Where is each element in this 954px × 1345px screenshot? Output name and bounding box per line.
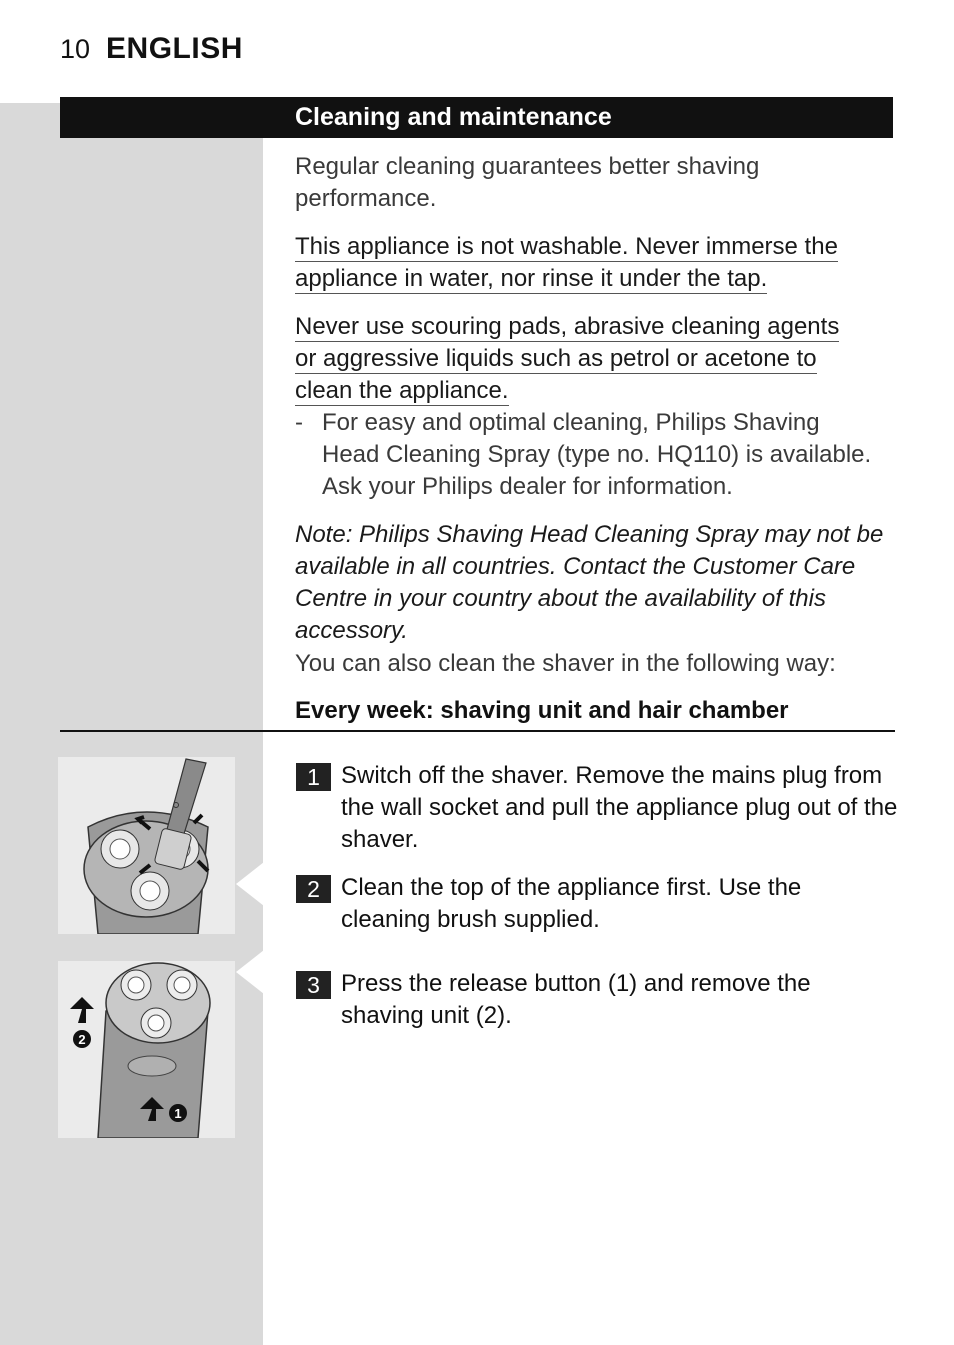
also-paragraph: You can also clean the shaver in the following way:: [295, 650, 836, 677]
shaver-release-icon: [58, 961, 235, 1138]
illustration-pointer: [236, 950, 264, 994]
illustration-release-unit: [58, 961, 235, 1138]
shaver-brush-icon: [58, 757, 235, 934]
intro-paragraph: Regular cleaning guarantees better shaving performance.: [295, 153, 760, 212]
figure-label-2: 2: [78, 1032, 86, 1047]
step-number: 1: [296, 763, 331, 791]
figure-label-1: 1: [174, 1106, 182, 1121]
language-title: ENGLISH: [106, 32, 243, 65]
bullet-dash: -: [295, 409, 303, 436]
page-header: [60, 32, 243, 66]
warning-line: Never use scouring pads, abrasive cleaning agents: [295, 313, 840, 340]
step-text: Press the release button (1) and remove the shaving unit (2).: [341, 970, 811, 1029]
warning-line: or aggressive liquids such as petrol or acetone to: [295, 345, 817, 372]
step-number: 3: [296, 971, 331, 999]
step-text: Switch off the shaver. Remove the mains plug from the wall socket and pull the appliance plug out of the shaver.: [341, 762, 898, 853]
warning-line: appliance in water, nor rinse it under the tap.: [295, 265, 768, 292]
page-number: 10: [60, 34, 91, 64]
note-paragraph: Note: Philips Shaving Head Cleaning Spray may not be available in all countries. Contact the Customer Care Centre in your country about the availability of this accessory.: [295, 521, 884, 644]
bullet-text: For easy and optimal cleaning, Philips Shaving Head Cleaning Spray (type no. HQ110) is available. Ask your Philips dealer for information.: [322, 409, 872, 500]
subheading: Every week: shaving unit and hair chamber: [295, 697, 789, 724]
warning-line: This appliance is not washable. Never immerse the: [295, 233, 838, 260]
warning-line: clean the appliance.: [295, 377, 509, 404]
section-title: Cleaning and maintenance: [295, 103, 612, 131]
bullet-item: [295, 407, 895, 507]
step-number: 2: [296, 875, 331, 903]
left-sidebar: [0, 103, 263, 1345]
divider-rule: [60, 730, 895, 732]
illustration-pointer: [236, 862, 264, 906]
step-text: Clean the top of the appliance first. Use the cleaning brush supplied.: [341, 874, 802, 933]
warning-no-abrasives: [295, 311, 895, 407]
illustration-brush-cleaning: [58, 757, 235, 934]
warning-not-washable: [295, 231, 895, 295]
